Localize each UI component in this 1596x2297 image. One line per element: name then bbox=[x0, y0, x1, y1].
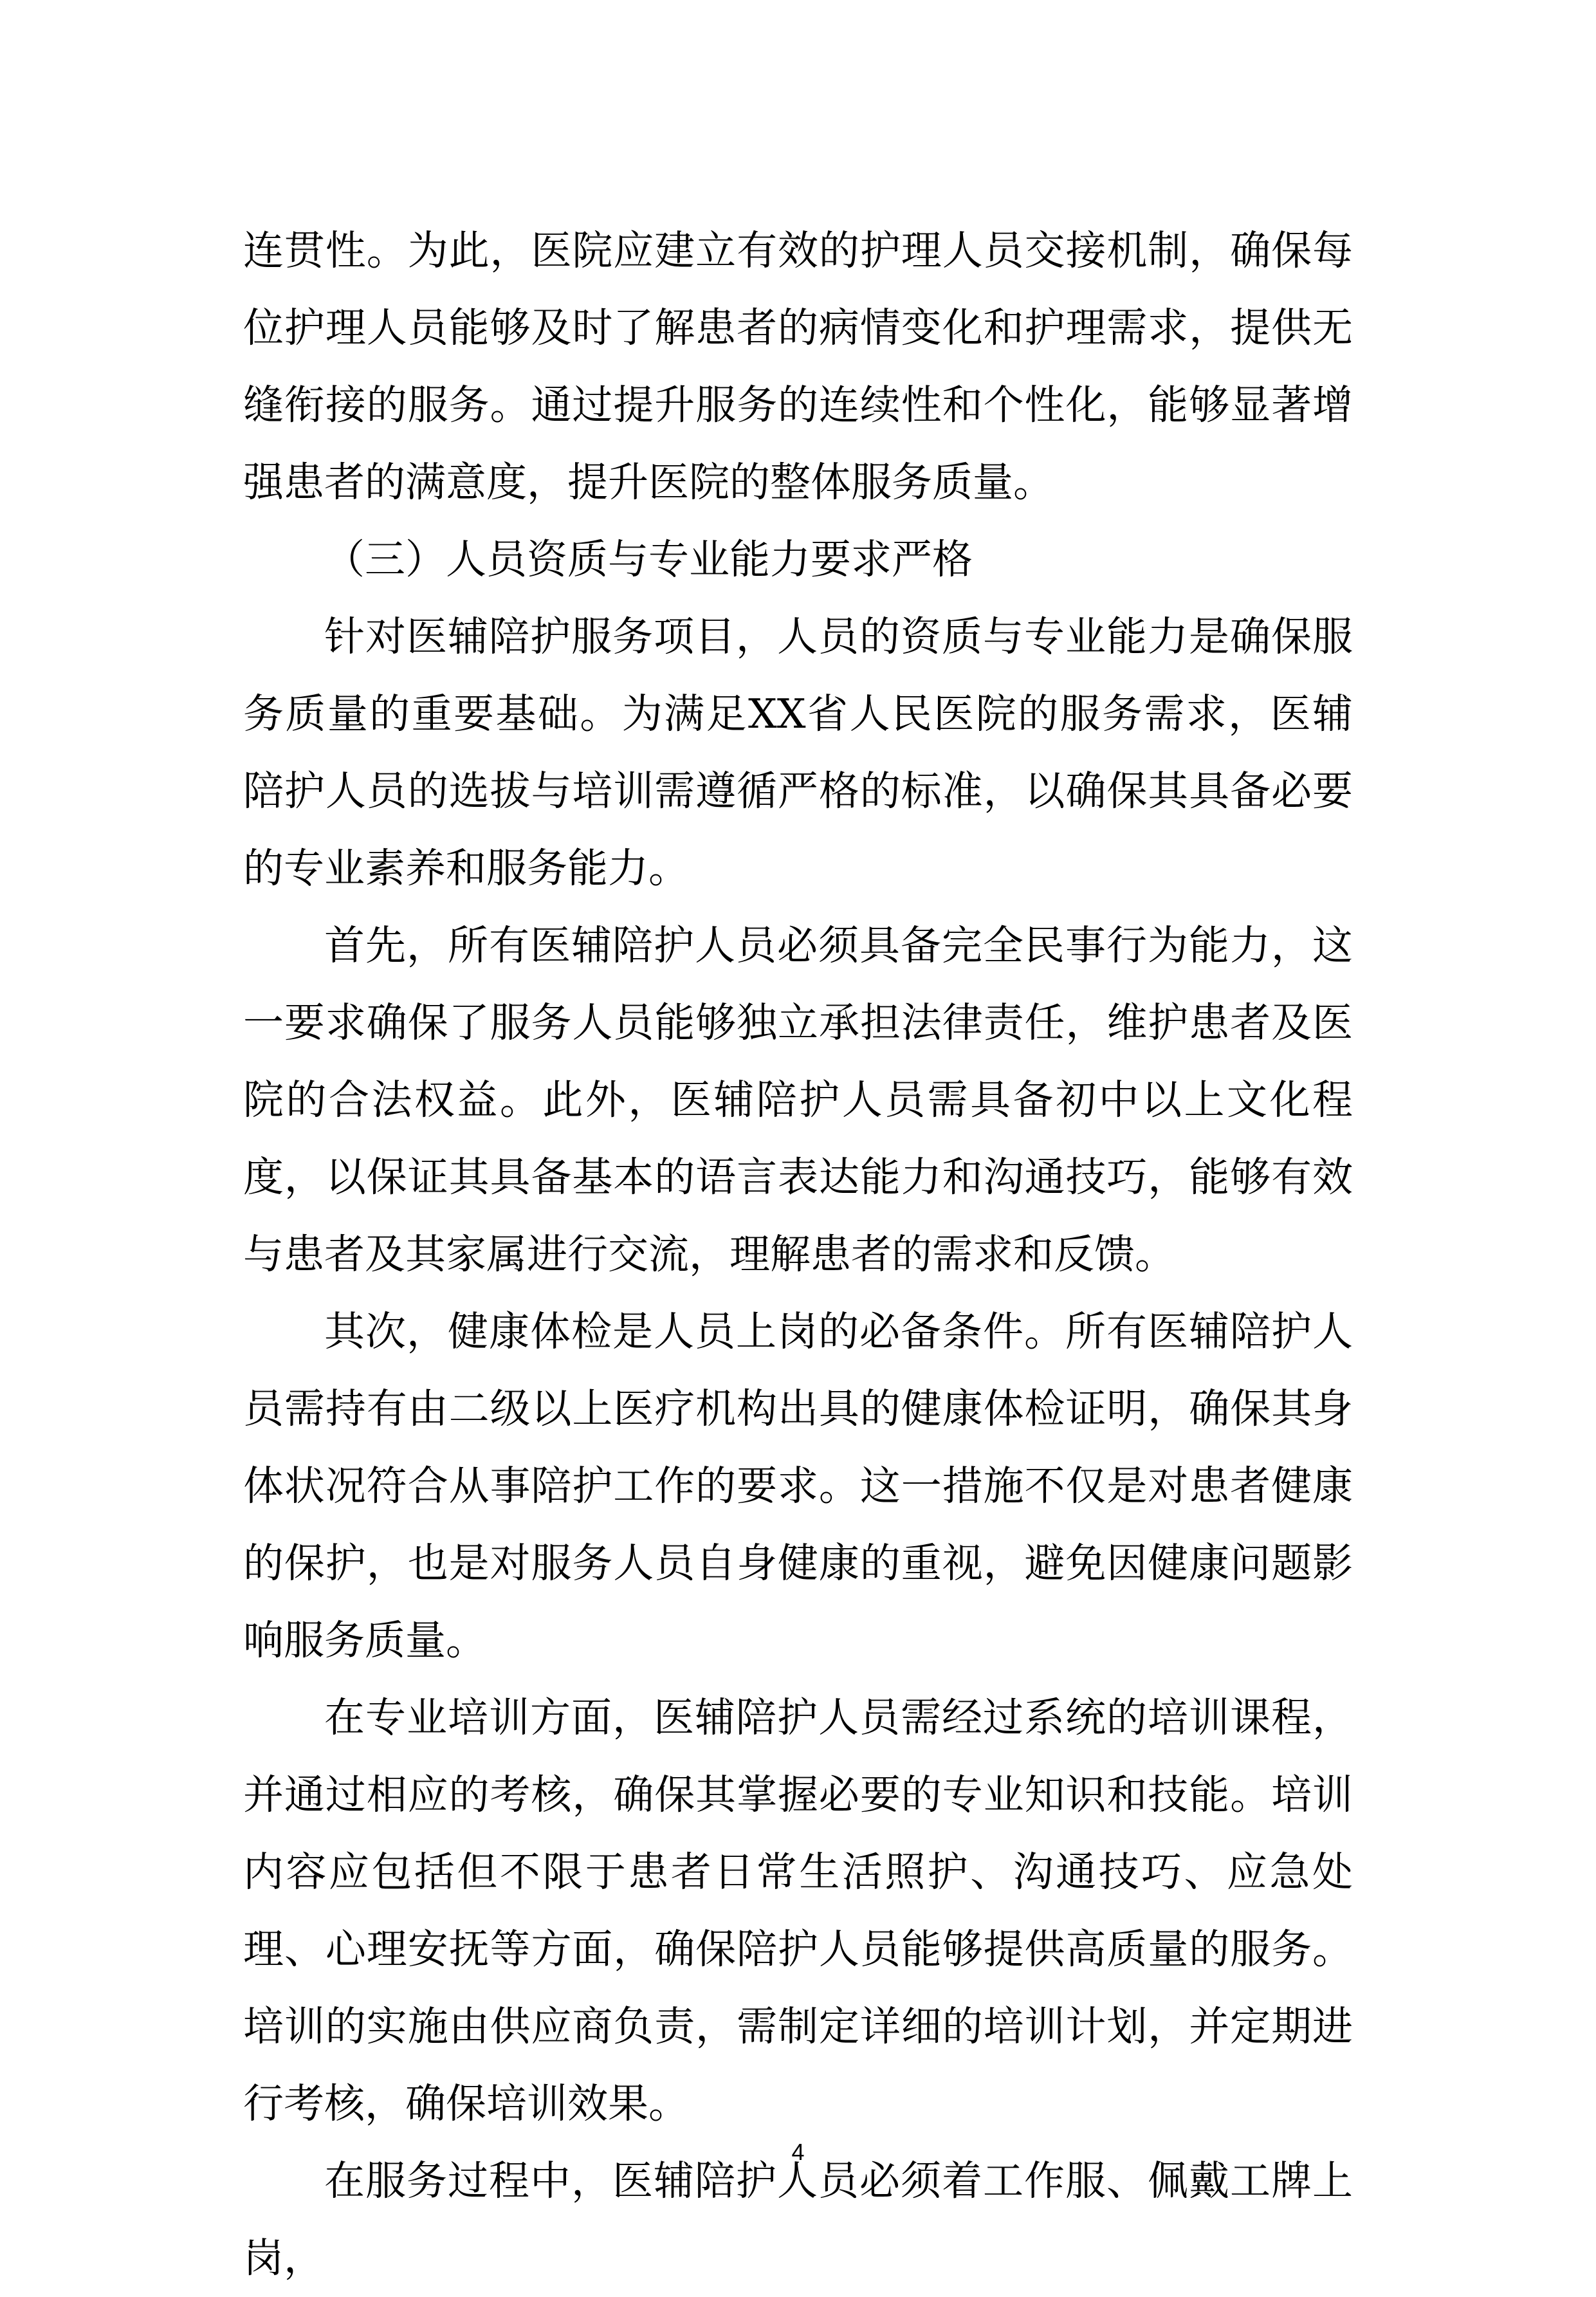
page-number: 4 bbox=[791, 2139, 805, 2165]
section-heading: （三）人员资质与专业能力要求严格 bbox=[324, 536, 973, 583]
paragraph-legal-capacity: 首先，所有医辅陪护人员必须具备完全民事行为能力，这一要求确保了服务人员能够独立承担法律责任，维护患者及医院的合法权益。此外，医辅陪护人员需具备初中以上文化程度，以保证其具备基本的语言表达能力和沟通技巧，能够有效与患者及其家属进行交流，理解患者的需求和反馈。 bbox=[243, 922, 1353, 1278]
paragraph-qualification-intro: 针对医辅陪护服务项目，人员的资质与专业能力是确保服务质量的重要基础。为满足XX省人民医院的服务需求，医辅陪护人员的选拔与培训需遵循严格的标准，以确保其具备必要的专业素养和服务能力。 bbox=[243, 613, 1353, 892]
paragraph-continuation: 连贯性。为此，医院应建立有效的护理人员交接机制，确保每位护理人员能够及时了解患者的病情变化和护理需求，提供无缝衔接的服务。通过提升服务的连续性和个性化，能够显著增强患者的满意度，提升医院的整体服务质量。 bbox=[243, 227, 1353, 506]
paragraph-health-check: 其次，健康体检是人员上岗的必备条件。所有医辅陪护人员需持有由二级以上医疗机构出具的健康体检证明，确保其身体状况符合从事陪护工作的要求。这一措施不仅是对患者健康的保护，也是对服务人员自身健康的重视，避免因健康问题影响服务质量。 bbox=[243, 1308, 1353, 1664]
document-body bbox=[243, 212, 1353, 2297]
paragraph-training: 在专业培训方面，医辅陪护人员需经过系统的培训课程，并通过相应的考核，确保其掌握必要的专业知识和技能。培训内容应包括但不限于患者日常生活照护、沟通技巧、应急处理、心理安抚等方面，确保陪护人员能够提供高质量的服务。培训的实施由供应商负责，需制定详细的培训计划，并定期进行考核，确保培训效果。 bbox=[243, 1694, 1353, 2127]
paragraph-service-attire: 在服务过程中，医辅陪护人员必须着工作服、佩戴工牌上岗， bbox=[243, 2157, 1353, 2282]
